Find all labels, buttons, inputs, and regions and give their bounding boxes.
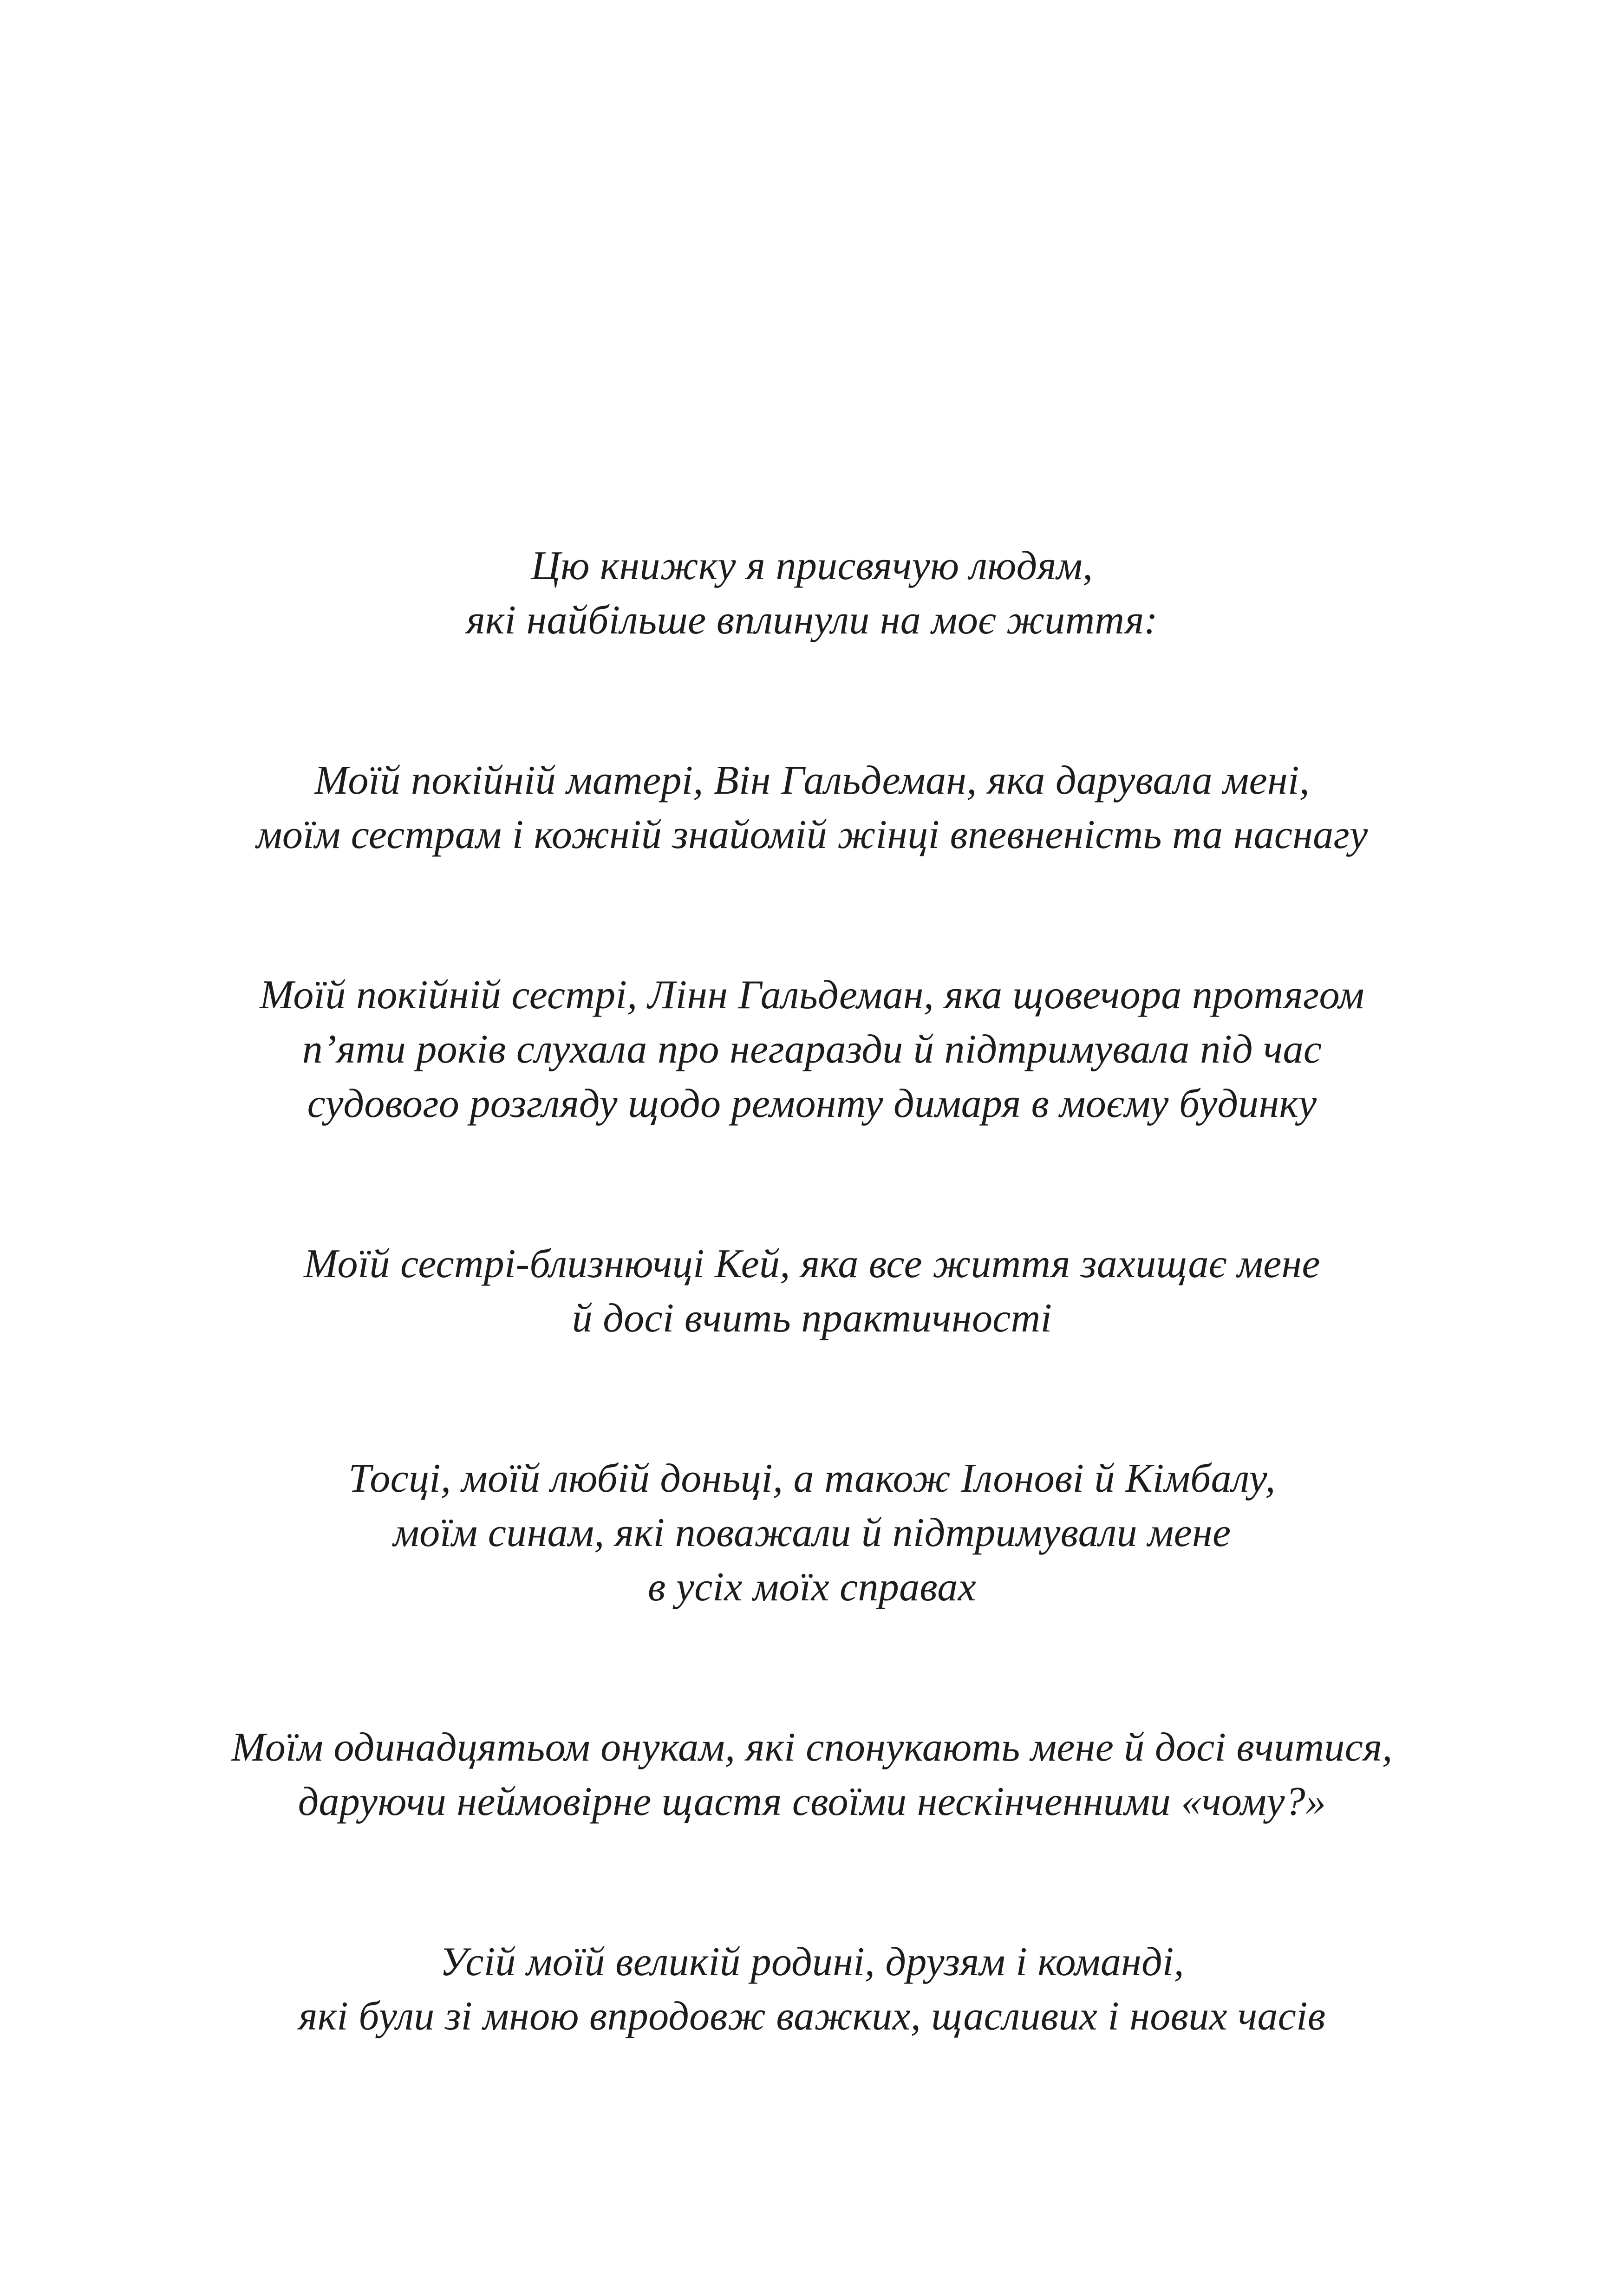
dedication-line: Моїй покійній сестрі, Лінн Гальдеман, яка щовечора протягом	[260, 972, 1364, 1018]
dedication-stanza-children	[139, 1451, 1485, 1614]
dedication-stanza-family-friends	[139, 1935, 1485, 2043]
dedication-line: які найбільше вплинули на моє життя:	[466, 598, 1158, 643]
dedication-line: й досі вчить практичності	[572, 1296, 1052, 1341]
dedication-line: п’яти років слухала про негаразди й підтримувала під час	[302, 1027, 1322, 1072]
dedication-line: Моїм одинадцятьом онукам, які спонукають мене й досі вчитися,	[231, 1725, 1393, 1770]
dedication-line: в усіх моїх справах	[648, 1565, 976, 1610]
dedication-line: Тосці, моїй любій доньці, а також Ілонові й Кімбалу,	[348, 1456, 1276, 1501]
dedication-stanza-grandchildren	[139, 1720, 1485, 1829]
dedication-stanza-sister-lynn	[139, 968, 1485, 1131]
dedication-line: Моїй покійній матері, Він Гальдеман, яка дарувала мені,	[314, 758, 1310, 803]
dedication-line: даруючи неймовірне щастя своїми нескінченними «чому?»	[298, 1779, 1326, 1824]
dedication-line: Усій моїй великій родині, друзям і команді,	[440, 1939, 1184, 1984]
dedication-stanza-intro	[139, 539, 1485, 647]
dedication-line: які були зі мною впродовж важких, щасливих і нових часів	[298, 1994, 1326, 2039]
dedication-stanza-mother	[139, 753, 1485, 862]
dedication-text	[139, 539, 1485, 2043]
dedication-line: судового розгляду щодо ремонту димаря в моєму будинку	[307, 1081, 1317, 1126]
dedication-line: моїм сестрам і кожній знайомій жінці впевненість та наснагу	[256, 812, 1368, 857]
dedication-line: Моїй сестрі-близнючці Кей, яка все життя захищає мене	[304, 1241, 1320, 1286]
dedication-line: Цю книжку я присвячую людям,	[531, 543, 1093, 588]
dedication-line: моїм синам, які поважали й підтримували мене	[393, 1510, 1231, 1555]
dedication-stanza-twin-kaye	[139, 1237, 1485, 1345]
